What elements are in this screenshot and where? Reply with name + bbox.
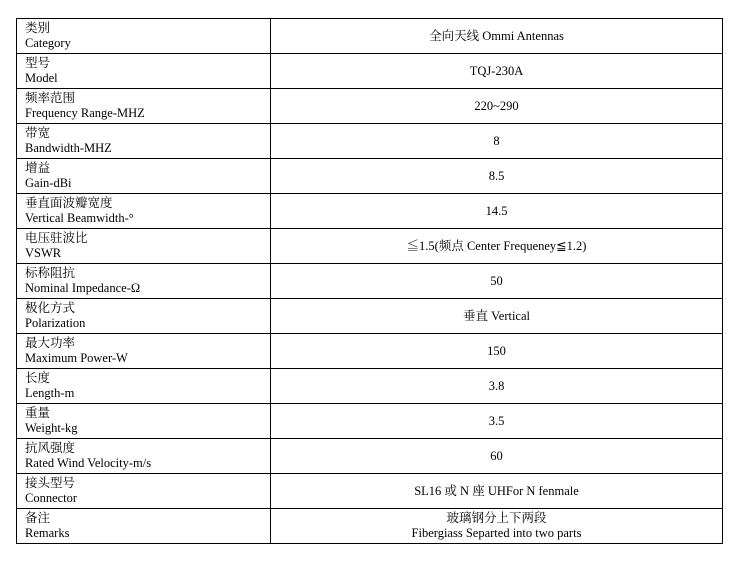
value-cell-rated-wind-velocity: [271, 439, 723, 474]
label-cell-bandwidth: [17, 124, 271, 159]
label-cn: 最大功率: [25, 336, 76, 350]
label-en: Frequency Range-MHZ: [25, 106, 145, 120]
label-cell-length: [17, 369, 271, 404]
table-row: [17, 89, 723, 124]
value-cell-gain: [271, 159, 723, 194]
value-text: 垂直 Vertical: [463, 308, 530, 323]
value-text: 8.5: [488, 168, 505, 183]
value-cell-polarization: [271, 299, 723, 334]
label-en: Rated Wind Velocity-m/s: [25, 456, 152, 470]
label-cn: 频率范围: [25, 91, 76, 105]
label-en: Length-m: [25, 386, 75, 400]
label-en: Remarks: [25, 526, 70, 540]
value-cell-category: [271, 19, 723, 54]
value-cell-nominal-impedance: [271, 264, 723, 299]
table-row: [17, 404, 723, 439]
label-en: Category: [25, 36, 71, 50]
table-row: [17, 509, 723, 544]
label-cell-connector: [17, 474, 271, 509]
value-text: 全向天线 Ommi Antennas: [429, 28, 564, 43]
value-cell-remarks: [271, 509, 723, 544]
spec-table-body: [17, 19, 723, 544]
value-cell-model: [271, 54, 723, 89]
value-text: 3.5: [488, 413, 505, 428]
label-cell-vswr: [17, 229, 271, 264]
label-en: Gain-dBi: [25, 176, 72, 190]
table-row: [17, 124, 723, 159]
label-cn: 带宽: [25, 126, 51, 140]
table-row: [17, 334, 723, 369]
value-cell-connector: [271, 474, 723, 509]
label-en: Vertical Beamwidth-°: [25, 211, 134, 225]
label-cell-remarks: [17, 509, 271, 544]
table-row: [17, 159, 723, 194]
label-cn: 极化方式: [25, 301, 76, 315]
label-en: Nominal Impedance-Ω: [25, 281, 141, 295]
value-cell-frequency-range: [271, 89, 723, 124]
label-cell-vertical-beamwidth: [17, 194, 271, 229]
spec-table: [16, 18, 723, 544]
table-row: [17, 54, 723, 89]
table-row: [17, 19, 723, 54]
label-cn: 接头型号: [25, 476, 76, 490]
table-row: [17, 299, 723, 334]
value-text: 220~290: [474, 98, 519, 113]
table-row: [17, 439, 723, 474]
label-cell-nominal-impedance: [17, 264, 271, 299]
label-cn: 长度: [25, 371, 51, 385]
label-cell-rated-wind-velocity: [17, 439, 271, 474]
table-row: [17, 229, 723, 264]
label-en: Connector: [25, 491, 78, 505]
label-cn: 增益: [25, 161, 51, 175]
table-row: [17, 369, 723, 404]
label-cell-model: [17, 54, 271, 89]
label-cn: 标称阻抗: [25, 266, 76, 280]
label-cn: 电压驻波比: [25, 231, 88, 245]
value-text: ≦1.5(频点 Center Frequeney≦1.2): [406, 238, 587, 253]
label-cell-weight: [17, 404, 271, 439]
table-row: [17, 474, 723, 509]
table-row: [17, 194, 723, 229]
label-cn: 垂直面波瓣宽度: [25, 196, 113, 210]
value-cell-maximum-power: [271, 334, 723, 369]
value-cell-length: [271, 369, 723, 404]
value-text: 3.8: [488, 378, 505, 393]
label-en: VSWR: [25, 246, 62, 260]
label-cell-frequency-range: [17, 89, 271, 124]
value-text: 8: [493, 133, 500, 148]
label-cn: 重量: [25, 406, 51, 420]
label-cell-category: [17, 19, 271, 54]
label-cell-polarization: [17, 299, 271, 334]
value-text: 玻璃钢分上下两段: [446, 511, 547, 525]
value-text: 60: [490, 448, 503, 463]
table-row: [17, 264, 723, 299]
label-cell-maximum-power: [17, 334, 271, 369]
label-cell-gain: [17, 159, 271, 194]
label-en: Model: [25, 71, 58, 85]
value-cell-weight: [271, 404, 723, 439]
value-text: 14.5: [485, 203, 508, 218]
value-text-secondary: Fibergiass Separted into two parts: [411, 526, 582, 540]
value-text: TQJ-230A: [469, 63, 524, 78]
value-cell-vswr: [271, 229, 723, 264]
value-text: SL16 或 N 座 UHFor N fenmale: [414, 483, 579, 498]
label-cn: 抗风强度: [25, 441, 76, 455]
label-en: Polarization: [25, 316, 86, 330]
label-cn: 类别: [25, 21, 51, 35]
label-cn: 型号: [25, 56, 51, 70]
label-en: Bandwidth-MHZ: [25, 141, 112, 155]
label-en: Weight-kg: [25, 421, 78, 435]
value-cell-vertical-beamwidth: [271, 194, 723, 229]
label-cn: 备注: [25, 511, 51, 525]
value-text: 50: [490, 273, 503, 288]
value-cell-bandwidth: [271, 124, 723, 159]
value-text: 150: [487, 343, 506, 358]
label-en: Maximum Power-W: [25, 351, 128, 365]
